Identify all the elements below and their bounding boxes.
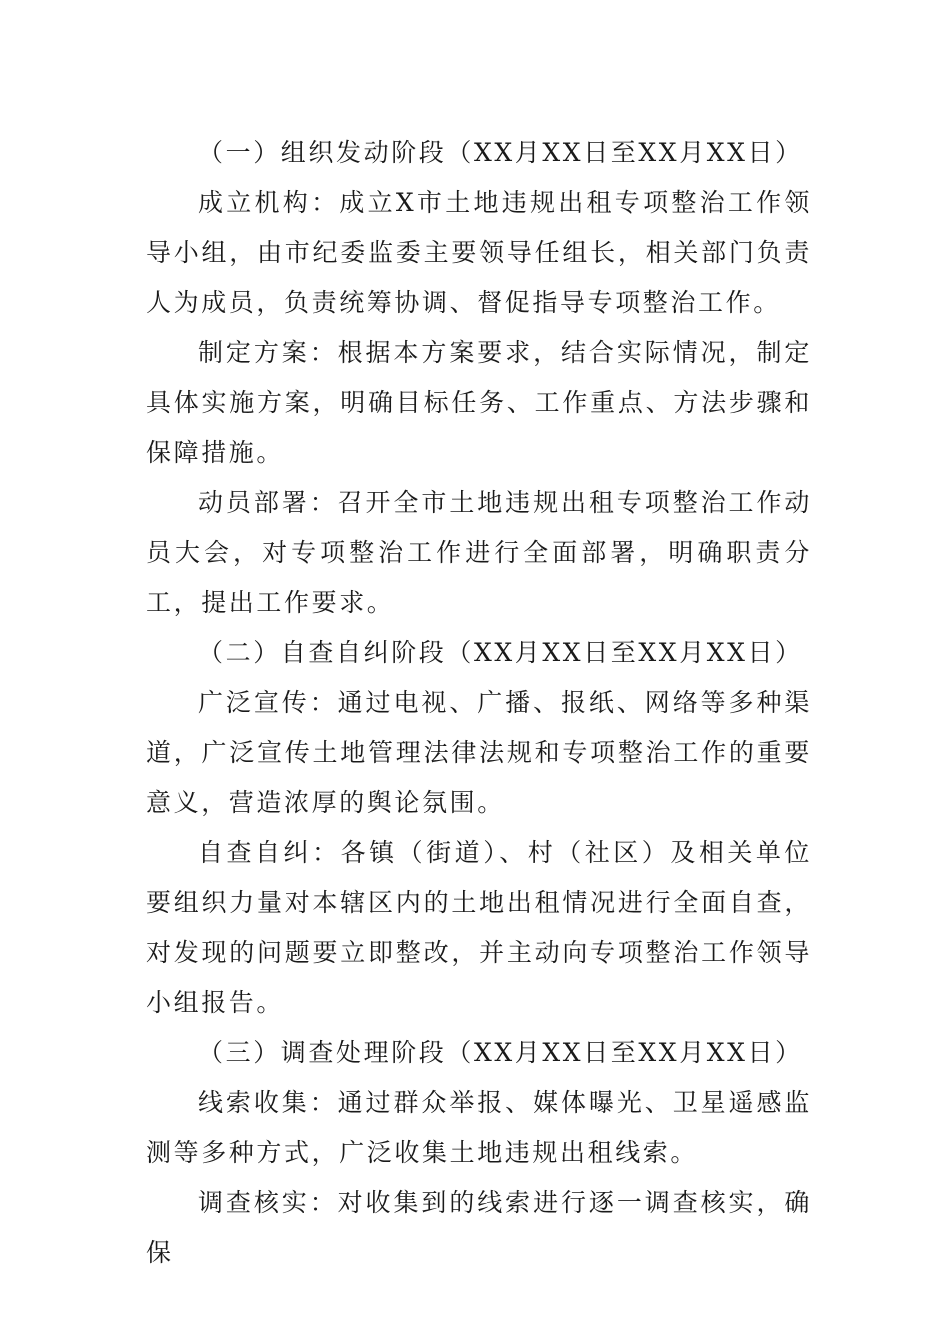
paragraph-publicity: 广泛宣传：通过电视、广播、报纸、网络等多种渠道，广泛宣传土地管理法律法规和专项整治工作的重要意义，营造浓厚的舆论氛围。 xyxy=(146,688,812,817)
section-heading-2: （二）自查自纠阶段（XX月XX日至XX月XX日） xyxy=(198,638,803,667)
section-heading-1: （一）组织发动阶段（XX月XX日至XX月XX日） xyxy=(198,138,803,167)
paragraph-investigation: 调查核实：对收集到的线索进行逐一调查核实，确保 xyxy=(146,1188,812,1267)
section-heading-3: （三）调查处理阶段（XX月XX日至XX月XX日） xyxy=(198,1038,803,1067)
paragraph-formulate-plan: 制定方案：根据本方案要求，结合实际情况，制定具体实施方案，明确目标任务、工作重点、方法步骤和保障措施。 xyxy=(146,338,812,467)
document-body xyxy=(146,128,812,1278)
paragraph-establish-organization: 成立机构：成立X市土地违规出租专项整治工作领导小组，由市纪委监委主要领导任组长，相关部门负责人为成员，负责统筹协调、督促指导专项整治工作。 xyxy=(146,188,812,317)
paragraph-clue-collection: 线索收集：通过群众举报、媒体曝光、卫星遥感监测等多种方式，广泛收集土地违规出租线索。 xyxy=(146,1088,812,1167)
paragraph-self-inspection: 自查自纠：各镇（街道）、村（社区）及相关单位要组织力量对本辖区内的土地出租情况进行全面自查，对发现的问题要立即整改，并主动向专项整治工作领导小组报告。 xyxy=(146,838,812,1017)
paragraph-mobilization: 动员部署：召开全市土地违规出租专项整治工作动员大会，对专项整治工作进行全面部署，明确职责分工，提出工作要求。 xyxy=(146,488,812,617)
